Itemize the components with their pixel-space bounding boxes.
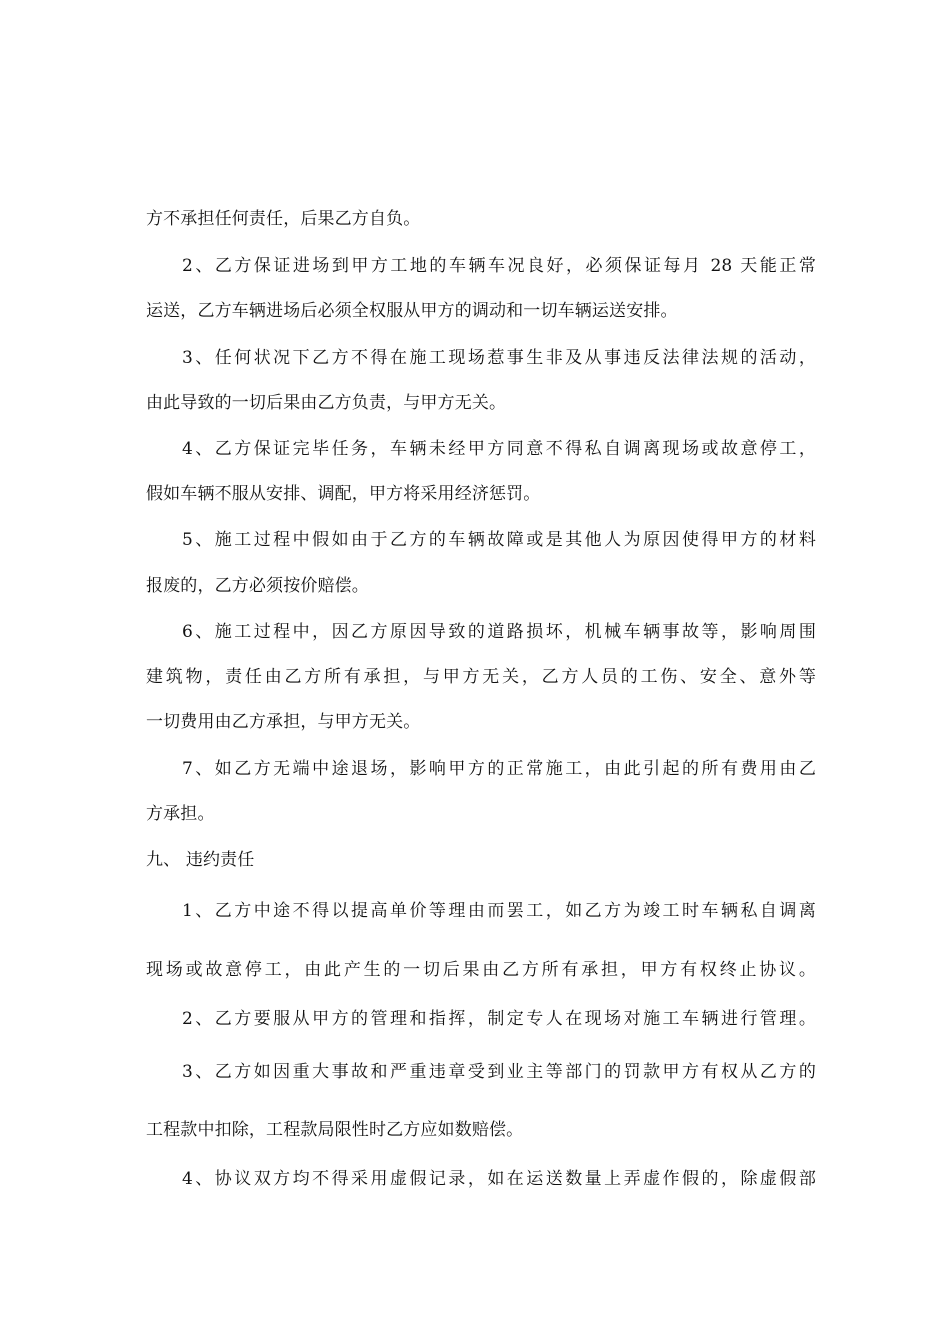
- clause-9-2-line-1: 2、乙方要服从甲方的管理和指挥，制定专人在现场对施工车辆进行管理。: [182, 1009, 816, 1029]
- clause-8-7-line-2: 方承担。: [146, 804, 215, 824]
- clause-8-5-line-2: 报废的，乙方必须按价赔偿。: [146, 576, 369, 596]
- clause-8-3-line-2: 由此导致的一切后果由乙方负责，与甲方无关。: [146, 393, 507, 413]
- clause-8-2-line-2: 运送，乙方车辆进场后必须全权服从甲方的调动和一切车辆运送安排。: [146, 301, 678, 321]
- clause-8-7-line-1: 7、如乙方无端中途退场，影响甲方的正常施工，由此引起的所有费用由乙: [182, 759, 816, 779]
- clause-9-4-line-1: 4、协议双方均不得采用虚假记录，如在运送数量上弄虚作假的，除虚假部: [182, 1169, 816, 1189]
- clause-9-1-line-1: 1、乙方中途不得以提高单价等理由而罢工，如乙方为竣工时车辆私自调离: [182, 901, 816, 921]
- clause-8-2-line-1: 2、乙方保证进场到甲方工地的车辆车况良好，必须保证每月 28 天能正常: [182, 256, 816, 276]
- clause-9-1-line-2: 现场或故意停工，由此产生的一切后果由乙方所有承担，甲方有权终止协议。: [146, 960, 816, 980]
- section-heading-breach-liability: 九、 违约责任: [146, 850, 255, 870]
- clause-8-3-line-1: 3、任何状况下乙方不得在施工现场惹事生非及从事违反法律法规的活动，: [182, 348, 816, 368]
- paragraph-line: 方不承担任何责任，后果乙方自负。: [146, 209, 421, 229]
- clause-9-3-line-2: 工程款中扣除，工程款局限性时乙方应如数赔偿。: [146, 1120, 524, 1140]
- clause-9-3-line-1: 3、乙方如因重大事故和严重违章受到业主等部门的罚款甲方有权从乙方的: [182, 1062, 816, 1082]
- clause-8-6-line-2: 建筑物，责任由乙方所有承担，与甲方无关，乙方人员的工伤、安全、意外等: [146, 667, 816, 687]
- clause-8-6-line-1: 6、施工过程中，因乙方原因导致的道路损坏，机械车辆事故等，影响周围: [182, 622, 816, 642]
- clause-8-5-line-1: 5、施工过程中假如由于乙方的车辆故障或是其他人为原因使得甲方的材料: [182, 530, 816, 550]
- clause-8-4-line-1: 4、乙方保证完毕任务，车辆未经甲方同意不得私自调离现场或故意停工，: [182, 439, 816, 459]
- clause-8-6-line-3: 一切费用由乙方承担，与甲方无关。: [146, 712, 421, 732]
- clause-8-4-line-2: 假如车辆不服从安排、调配，甲方将采用经济惩罚。: [146, 484, 541, 504]
